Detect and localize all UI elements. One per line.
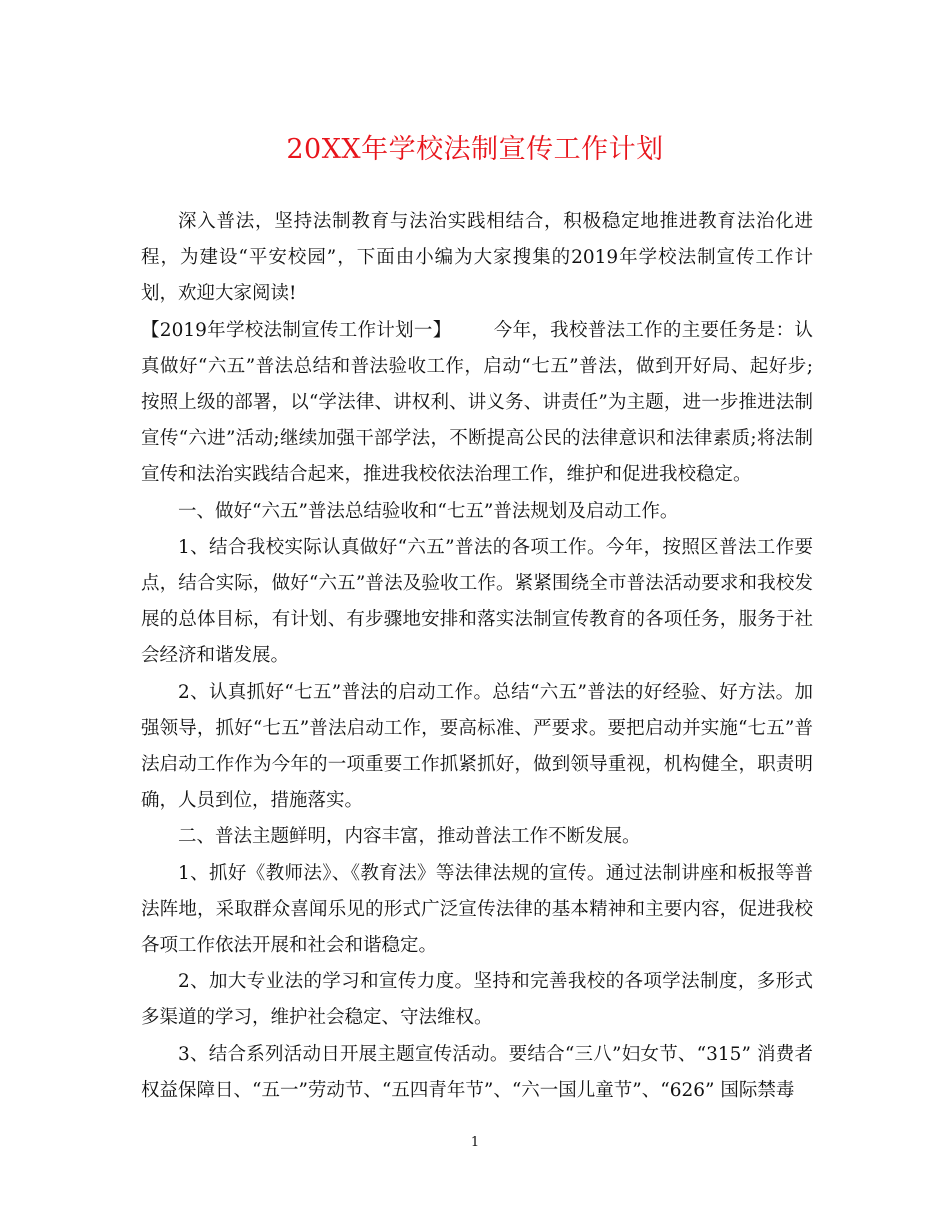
body-paragraph: 1、结合我校实际认真做好“六五”普法的各项工作。今年，按照区普法工作要点，结合实际，做好“六五”普法及验收工作。紧紧围绕全市普法活动要求和我校发展的总体目标，有计划、有步骤地安排和落实法制宣传教育的各项任务，服务于社会经济和谐发展。 xyxy=(141,536,813,667)
body-paragraph: 2、加大专业法的学习和宣传力度。坚持和完善我校的各项学法制度，多形式多渠道的学习，维护社会稳定、守法维权。 xyxy=(141,971,813,1029)
plan-paragraph xyxy=(141,313,813,494)
section-heading-2: 二、普法主题鲜明，内容丰富，推动普法工作不断发展。 xyxy=(178,826,641,848)
body-paragraph: 3、结合系列活动日开展主题宣传活动。要结合“三八”妇女节、“315” 消费者权益保障日、“五一”劳动节、“五四青年节”、“六一国儿童节”、“626” 国际禁毒 xyxy=(141,1043,813,1101)
page-number: 1 xyxy=(470,1135,480,1150)
section-heading-1: 一、做好“六五”普法总结验收和“七五”普法规划及启动工作。 xyxy=(178,500,679,522)
body-paragraph: 1、抓好《教师法》、《教育法》等法律法规的宣传。通过法制讲座和板报等普法阵地，采取群众喜闻乐见的形式广泛宣传法律的基本精神和主要内容，促进我校各项工作依法开展和社会和谐稳定。 xyxy=(141,862,813,957)
plan-heading: 【2019年学校法制宣传工作计划一】 xyxy=(141,319,452,341)
intro-paragraph: 深入普法，坚持法制教育与法治实践相结合，积极稳定地推进教育法治化进程，为建设“平安校园”，下面由小编为大家搜集的2019年学校法制宣传工作计划，欢迎大家阅读! xyxy=(141,211,813,305)
plan-intro-text: 今年，我校普法工作的主要任务是：认真做好“六五”普法总结和普法验收工作，启动“七五”普法，做到开好局、起好步;按照上级的部署，以“学法律、讲权利、讲义务、讲责任”为主题，进一步推进法制宣传“六进”活动;继续加强干部学法，不断提高公民的法律意识和法律素质;将法制宣传和法治实践结合起来，推进我校依法治理工作，维护和促进我校稳定。 xyxy=(141,319,813,486)
body-paragraph: 2、认真抓好“七五”普法的启动工作。总结“六五”普法的好经验、好方法。加强领导，抓好“七五”普法启动工作，要高标准、严要求。要把启动并实施“七五”普法启动工作作为今年的一项重要工作抓紧抓好，做到领导重视，机构健全，职责明确，人员到位，措施落实。 xyxy=(141,681,813,812)
document-body xyxy=(141,204,813,1109)
document-title: 20XX年学校法制宣传工作计划 xyxy=(286,134,664,165)
